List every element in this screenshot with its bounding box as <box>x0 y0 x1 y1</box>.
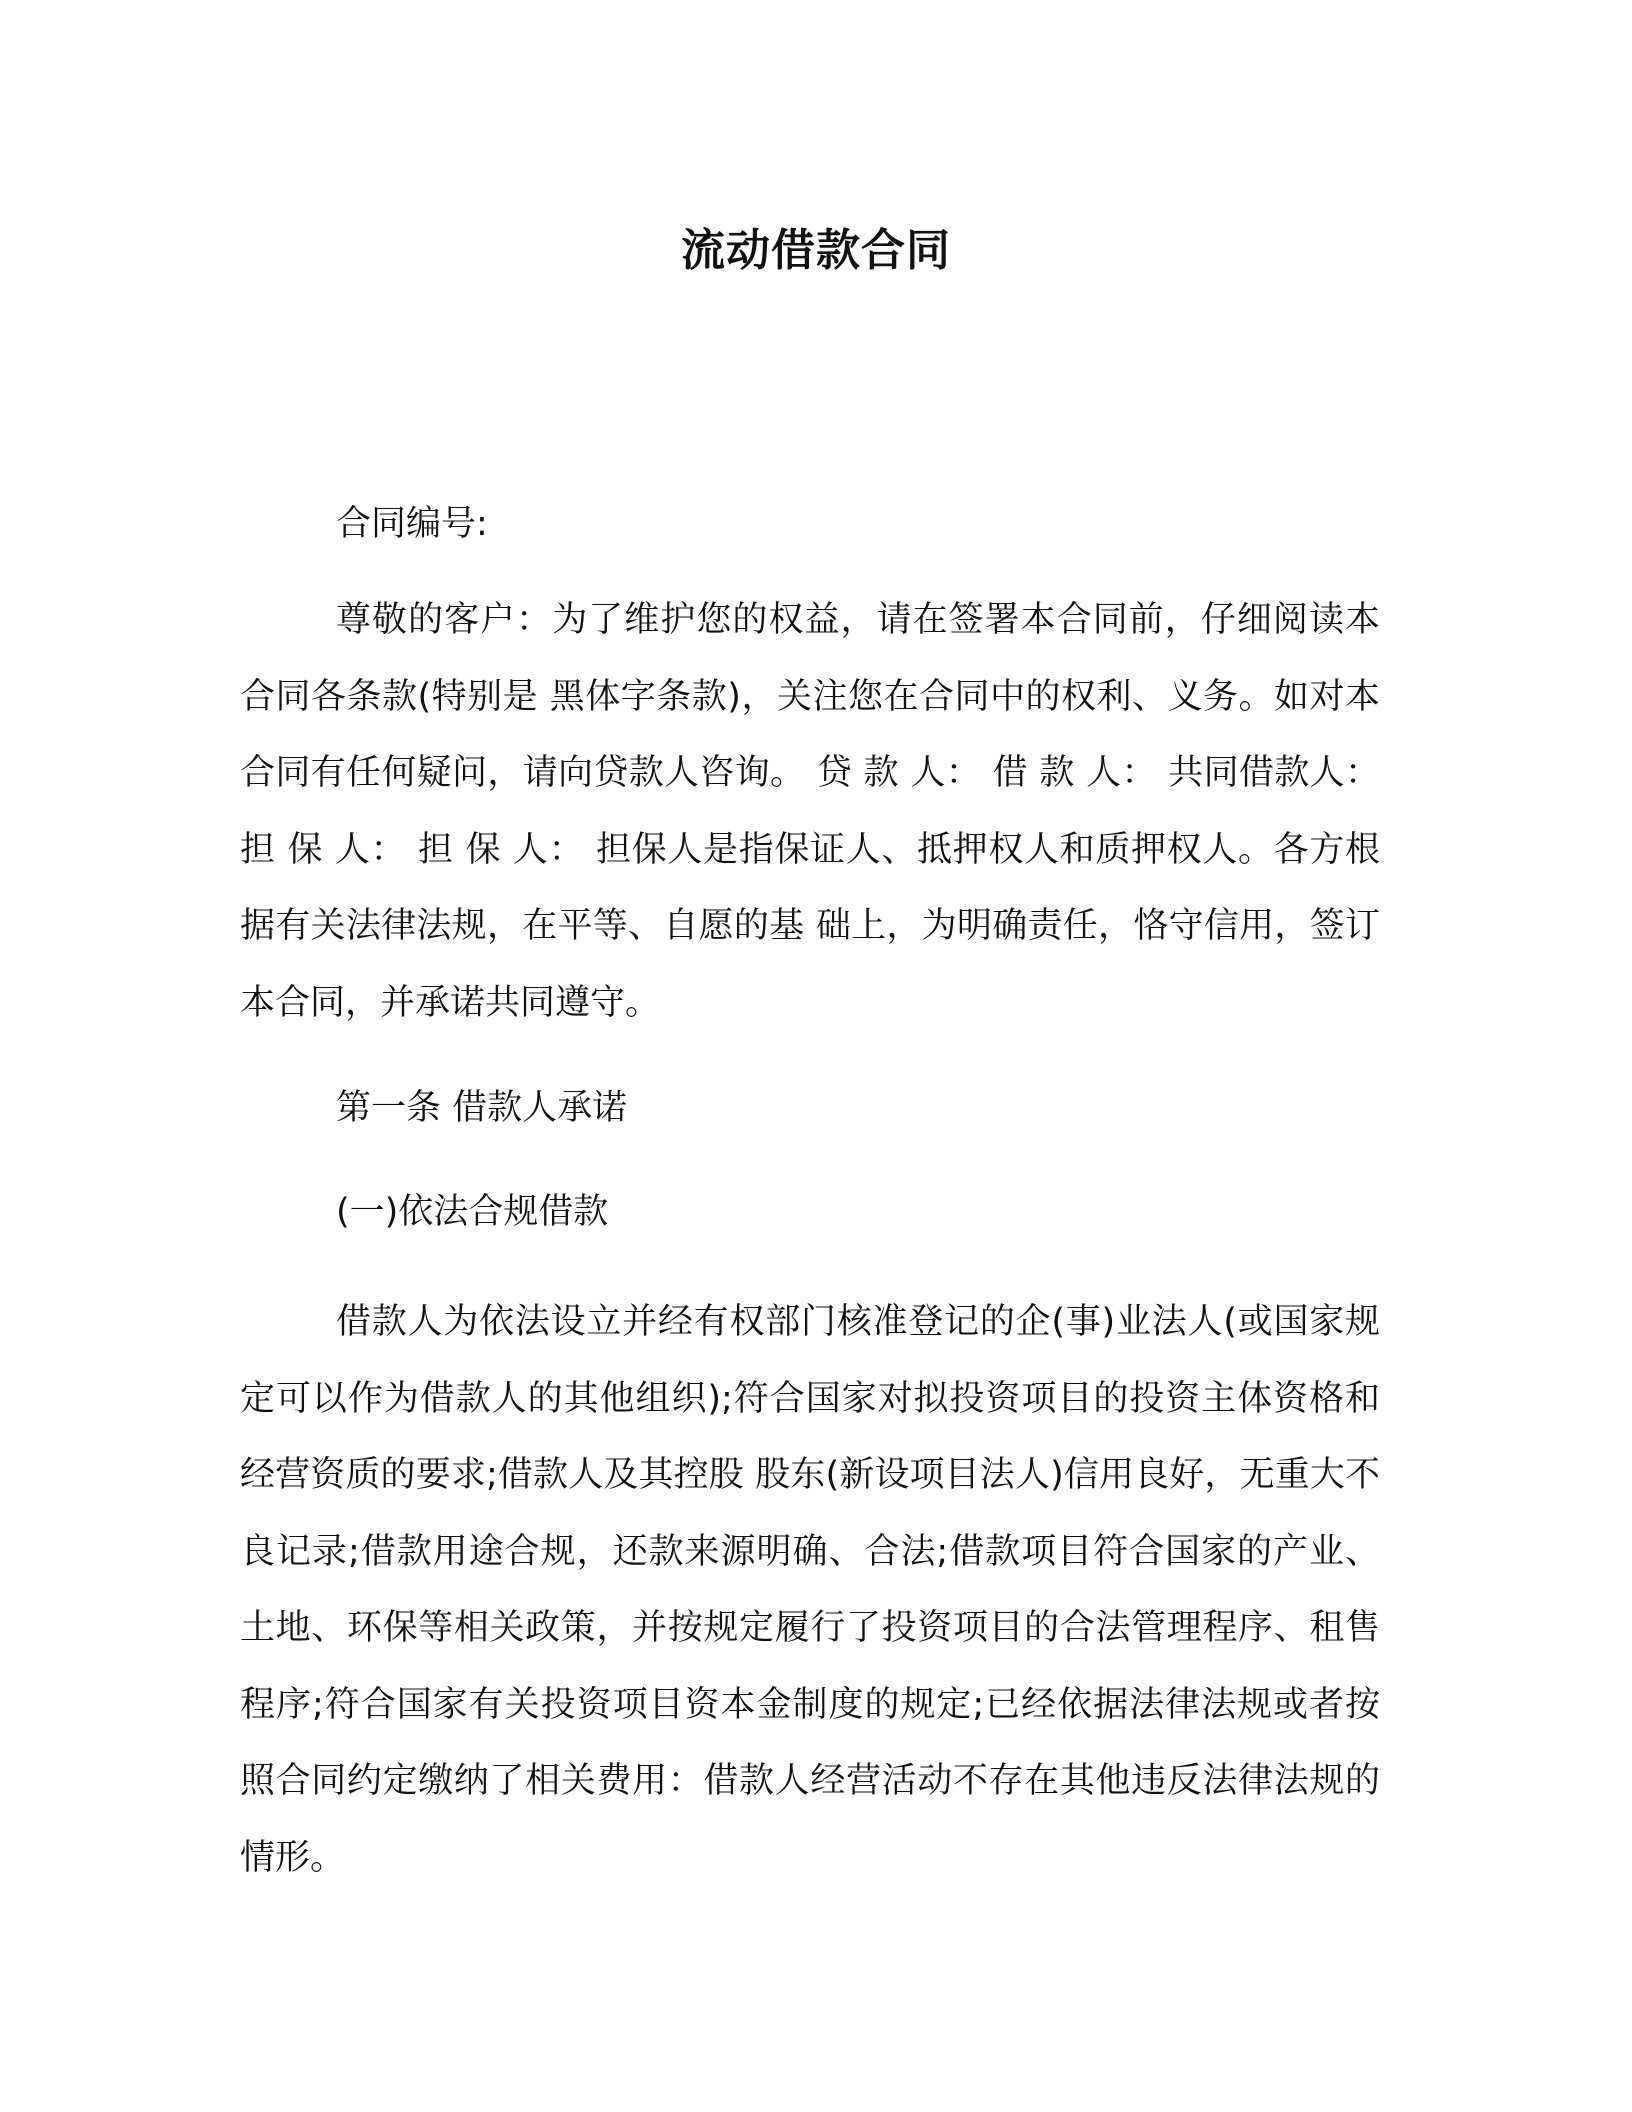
preamble-paragraph: 尊敬的客户：为了维护您的权益，请在签署本合同前，仔细阅读本合同各条款(特别是 黑体字条款)，关注您在合同中的权利、义务。如对本合同有任何疑问，请向贷款人咨询。 贷 款 人： 借 款 人： 共同借款人： 担 保 人： 担 保 人： 担保人是指保证人、抵押权人和质押权人。各方根据有关法律法规，在平等、自愿的基 础上，为明确责任，恪守信用，签订本合同，并承诺共同遵守。 <box>240 600 1380 1023</box>
section-1-heading: (一)依法合规借款 <box>336 1192 609 1232</box>
contract-number-label: 合同编号: <box>336 504 488 544</box>
article-1-heading: 第一条 借款人承诺 <box>336 1088 628 1128</box>
document-title: 流动借款合同 <box>681 225 951 276</box>
section-1-paragraph: 借款人为依法设立并经有权部门核准登记的企(事)业法人(或国家规定可以作为借款人的其他组织);符合国家对拟投资项目的投资主体资格和经营资质的要求;借款人及其控股 股东(新设项目法人)信用良好，无重大不良记录;借款用途合规，还款来源明确、合法;借款项目符合国家的产业、土地、环保等相关政策，并按规定履行了投资项目的合法管理程序、租售程序;符合国家有关投资项目资本金制度的规定;已经依据法律法规或者按照合同约定缴纳了相关费用：借款人经营活动不存在其他违反法律法规的情形。 <box>240 1302 1380 1878</box>
